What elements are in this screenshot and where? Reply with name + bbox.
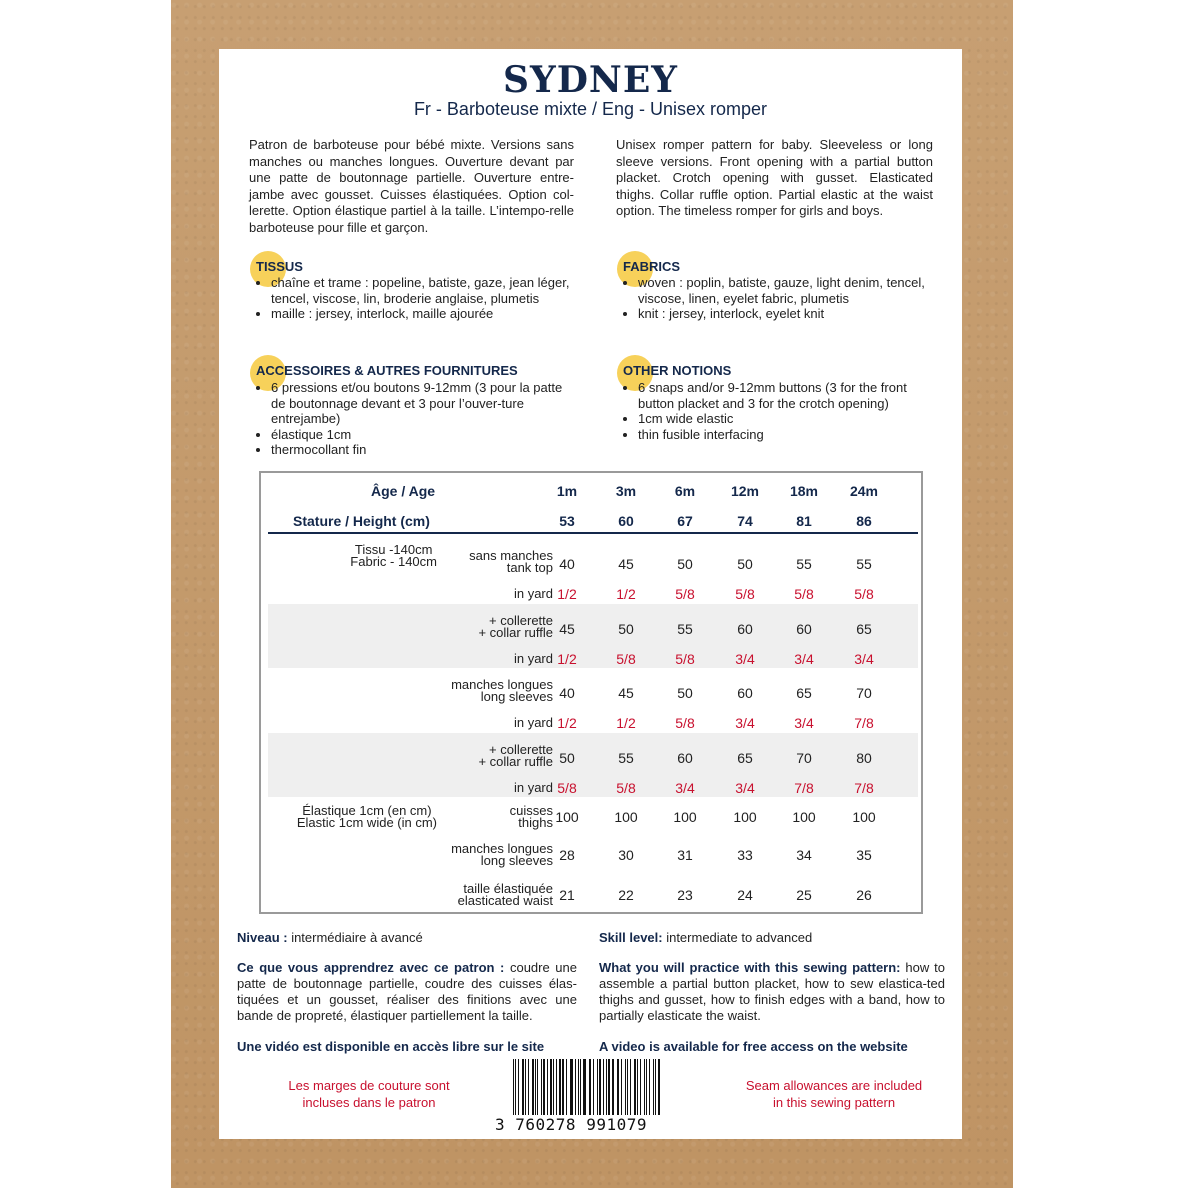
barcode-bar xyxy=(617,1059,618,1121)
barcode-bar xyxy=(522,1059,524,1121)
barcode-bar xyxy=(535,1059,536,1121)
level-en-label: Skill level: xyxy=(599,930,663,945)
list-item: • 6 snaps and/or 9-12mm buttons (3 for the front button placket and 3 for the crotch opening) xyxy=(638,380,938,411)
barcode-bar xyxy=(608,1059,610,1121)
cell-cm: 60 xyxy=(677,749,693,766)
barcode-bar xyxy=(593,1059,594,1121)
cell-cm: 70 xyxy=(856,685,872,701)
cell-cm: 55 xyxy=(618,749,634,766)
height-column-value: 74 xyxy=(737,513,753,529)
barcode-bar xyxy=(653,1059,654,1121)
barcode-bar xyxy=(640,1059,641,1121)
cell-cm: 45 xyxy=(559,620,575,637)
cell-yard: 5/8 xyxy=(854,586,874,602)
barcode-bar xyxy=(562,1059,564,1121)
cell-cm: 100 xyxy=(673,809,697,825)
cell-cm: 50 xyxy=(677,556,693,572)
barcode-bar xyxy=(541,1059,542,1121)
barcode-bar xyxy=(575,1059,576,1121)
cell-cm: 55 xyxy=(677,620,693,637)
barcode-bar xyxy=(612,1059,613,1121)
cell-yard: 5/8 xyxy=(616,779,636,796)
list-item: • woven : poplin, batiste, gauze, light denim, tencel, viscose, linen, eyelet fabric, plumetis xyxy=(638,275,938,306)
barcode-bar xyxy=(625,1059,626,1121)
cell-cm: 31 xyxy=(677,847,693,863)
notions-fr-section xyxy=(256,363,518,378)
list-item: • thermocollant fin xyxy=(271,442,571,458)
barcode-bar xyxy=(518,1059,519,1121)
barcode-bar xyxy=(658,1059,660,1121)
cell-yard: 3/4 xyxy=(854,650,874,667)
height-column-value: 60 xyxy=(618,513,634,529)
barcode-bar xyxy=(618,1059,619,1121)
barcode-bars-icon xyxy=(513,1059,663,1121)
barcode-bar xyxy=(599,1059,600,1121)
list-item: • knit : jersey, interlock, eyelet knit xyxy=(638,306,938,322)
age-column-header: 3m xyxy=(615,483,637,499)
cell-cm: 80 xyxy=(856,749,872,766)
barcode-bar xyxy=(556,1059,557,1121)
cell-cm: 70 xyxy=(796,749,812,766)
list-item: • 1cm wide elastic xyxy=(638,411,938,427)
cell-cm: 65 xyxy=(737,749,753,766)
cell-cm: 28 xyxy=(559,847,575,863)
cell-cm: 50 xyxy=(737,556,753,572)
barcode-bar xyxy=(603,1059,604,1121)
learn-en-value: how to assemble a partial button placket, how to sew elastica-ted thighs and gusset, how to finish edges with a band, how to partially elasticate the waist. xyxy=(599,960,945,1023)
seam-allowance-fr: Les marges de couture sont incluses dans le patron xyxy=(288,1078,450,1110)
barcode-bar xyxy=(655,1059,656,1121)
barcode-bar xyxy=(606,1059,607,1121)
barcode-bar xyxy=(590,1059,591,1121)
cell-yard: 3/4 xyxy=(675,779,695,796)
level-fr-value: intermédiaire à avancé xyxy=(287,930,423,945)
fabrics-en-heading: FABRICS xyxy=(623,259,681,274)
barcode-bar xyxy=(570,1059,571,1121)
row-label: manches longues long sleeves xyxy=(451,677,553,704)
barcode-bar xyxy=(578,1059,579,1121)
row-label: manches longues long sleeves xyxy=(451,841,553,868)
barcode-bar xyxy=(543,1059,545,1121)
cell-yard: 3/4 xyxy=(735,779,755,796)
barcode-bar xyxy=(637,1059,638,1121)
cell-yard: 3/4 xyxy=(794,650,814,667)
notions-fr-heading: ACCESSOIRES & AUTRES FOURNITURES xyxy=(256,363,518,378)
level-en-value: intermediate to advanced xyxy=(662,930,813,945)
list-item: • 6 pressions et/ou boutons 9-12mm (3 pour la patte de boutonnage devant et 3 pour l’ouver-ture entrejambe) xyxy=(271,380,571,427)
list-item: • élastique 1cm xyxy=(271,427,571,443)
barcode-bar xyxy=(583,1059,585,1121)
yard-label: in yard xyxy=(513,779,553,795)
barcode-bar xyxy=(646,1059,647,1121)
cell-cm: 100 xyxy=(852,809,876,825)
cell-yard: 3/4 xyxy=(794,715,814,731)
cell-cm: 35 xyxy=(856,847,872,863)
barcode-bar xyxy=(566,1059,567,1121)
barcode-bar xyxy=(550,1059,551,1121)
barcode-bar xyxy=(621,1059,622,1121)
cell-cm: 45 xyxy=(618,685,634,701)
cell-cm: 24 xyxy=(737,887,753,903)
cell-yard: 5/8 xyxy=(616,650,636,667)
cell-yard: 7/8 xyxy=(794,779,814,796)
barcode-bar xyxy=(537,1059,538,1121)
cell-cm: 55 xyxy=(796,556,812,572)
fabric-group-label: Tissu -140cm Fabric - 140cm xyxy=(350,542,437,569)
barcode-bar xyxy=(589,1059,590,1121)
learn-fr xyxy=(237,960,577,1024)
cell-cm: 100 xyxy=(614,809,638,825)
cell-cm: 65 xyxy=(796,685,812,701)
age-column-header: 24m xyxy=(849,483,879,499)
height-header: Stature / Height (cm) xyxy=(293,513,430,529)
barcode-bar xyxy=(532,1059,533,1121)
barcode-bar xyxy=(515,1059,516,1121)
video-fr: Une vidéo est disponible en accès libre sur le site xyxy=(237,1039,545,1054)
header-divider xyxy=(268,532,918,534)
age-column-header: 18m xyxy=(789,483,819,499)
cell-yard: 3/4 xyxy=(735,715,755,731)
barcode-bar xyxy=(630,1059,631,1121)
fabrics-fr-list xyxy=(249,275,571,322)
cell-cm: 100 xyxy=(792,809,816,825)
barcode-bar xyxy=(644,1059,645,1121)
video-en: A video is available for free access on the website xyxy=(599,1039,908,1054)
cell-yard: 5/8 xyxy=(557,779,577,796)
age-column-header: 6m xyxy=(674,483,696,499)
cell-yard: 1/2 xyxy=(557,586,577,602)
cell-yard: 5/8 xyxy=(675,586,695,602)
pattern-subtitle: Fr - Barboteuse mixte / Eng - Unisex romper xyxy=(413,99,768,119)
cell-yard: 3/4 xyxy=(735,650,755,667)
barcode-bar xyxy=(525,1059,526,1121)
row-label: + collerette + collar ruffle xyxy=(478,741,553,769)
barcode-bar xyxy=(559,1059,560,1121)
cell-cm: 100 xyxy=(733,809,757,825)
row-label: taille élastiquée elasticated waist xyxy=(457,881,553,908)
row-label: + collerette + collar ruffle xyxy=(478,612,553,640)
cell-cm: 25 xyxy=(796,887,812,903)
height-column-value: 81 xyxy=(796,513,812,529)
row-label: cuisses thighs xyxy=(509,803,553,830)
cell-cm: 60 xyxy=(737,620,753,637)
yard-label: in yard xyxy=(513,586,553,601)
intro-fr: Patron de barboteuse pour bébé mixte. Versions sans manches ou manches longues. Ouverture devant par une patte de boutonnage partielle. Ouverture entre-jambe avec gousset. Cuisses élastiquées. Option col-lerette. Option élastique partiel à la taille. L’intempo-relle barboteuse pour fille et garçon. xyxy=(249,137,574,235)
barcode-number: 3 760278 991079 xyxy=(495,1115,695,1134)
learn-en xyxy=(599,960,945,1024)
barcode-bar xyxy=(649,1059,650,1121)
cell-cm: 45 xyxy=(618,556,634,572)
cell-cm: 60 xyxy=(737,685,753,701)
elastic-group-label: Élastique 1cm (en cm) Elastic 1cm wide (in cm) xyxy=(296,803,437,830)
cell-yard: 1/2 xyxy=(616,586,636,602)
row-label: sans manches tank top xyxy=(469,548,553,575)
barcode-bar xyxy=(513,1059,514,1121)
cell-yard: 1/2 xyxy=(616,715,636,731)
list-item: • maille : jersey, interlock, maille ajourée xyxy=(271,306,571,322)
barcode-bar xyxy=(627,1059,628,1121)
cell-cm: 40 xyxy=(559,556,575,572)
cell-cm: 30 xyxy=(618,847,634,863)
yard-label: in yard xyxy=(513,715,553,730)
yard-label: in yard xyxy=(513,650,553,666)
cell-cm: 34 xyxy=(796,847,812,863)
fabrics-fr-section xyxy=(256,259,303,274)
cell-cm: 100 xyxy=(555,809,579,825)
cell-cm: 26 xyxy=(856,887,872,903)
seam-allowance-en: Seam allowances are included in this sewing pattern xyxy=(745,1078,923,1110)
level-fr-label: Niveau : xyxy=(237,930,288,945)
cell-cm: 21 xyxy=(559,887,575,903)
cell-cm: 55 xyxy=(856,556,872,572)
barcode xyxy=(493,1059,693,1139)
cell-cm: 23 xyxy=(677,887,693,903)
cell-yard: 7/8 xyxy=(854,715,874,731)
barcode-bar xyxy=(580,1059,581,1121)
height-column-value: 86 xyxy=(856,513,872,529)
intro-en: Unisex romper pattern for baby. Sleeveless or long sleeve versions. Front opening with a partial button placket. Crotch opening with gusset. Elasticated thighs. Collar ruffle option. Partial elastic at the waist option. The timeless romper for girls and boys. xyxy=(616,137,933,218)
barcode-bar xyxy=(597,1059,598,1121)
learn-en-label: What you will practice with this sewing pattern: xyxy=(599,960,901,975)
list-item: • thin fusible interfacing xyxy=(638,427,938,443)
notions-en-list xyxy=(616,380,938,442)
notions-fr-list xyxy=(249,380,571,458)
level-en xyxy=(599,930,945,946)
cell-yard: 5/8 xyxy=(675,650,695,667)
cell-cm: 50 xyxy=(677,685,693,701)
age-header: Âge / Age xyxy=(371,483,436,499)
barcode-bar xyxy=(528,1059,529,1121)
list-item: • chaîne et trame : popeline, batiste, gaze, jean léger, tencel, viscose, lin, broderie anglaise, plumetis xyxy=(271,275,571,306)
pattern-info-sheet xyxy=(219,49,962,1139)
fabrics-en-list xyxy=(616,275,938,322)
cell-cm: 50 xyxy=(618,620,634,637)
cell-yard: 7/8 xyxy=(854,779,874,796)
learn-fr-label: Ce que vous apprendrez avec ce patron : xyxy=(237,960,505,975)
fabrics-en-section xyxy=(623,259,680,274)
size-yardage-table xyxy=(259,471,923,914)
pattern-title: SYDNEY xyxy=(503,59,678,101)
cell-cm: 40 xyxy=(559,685,575,701)
barcode-bar xyxy=(571,1059,572,1121)
barcode-bar xyxy=(634,1059,636,1121)
notions-en-section xyxy=(623,363,731,378)
cell-yard: 1/2 xyxy=(557,650,577,667)
cell-yard: 5/8 xyxy=(735,586,755,602)
notions-en-heading: OTHER NOTIONS xyxy=(623,363,732,378)
height-column-value: 53 xyxy=(559,513,575,529)
age-column-header: 12m xyxy=(730,483,760,499)
cell-yard: 5/8 xyxy=(794,586,814,602)
cell-cm: 65 xyxy=(856,620,872,637)
cell-cm: 60 xyxy=(796,620,812,637)
cell-cm: 50 xyxy=(559,749,575,766)
fabrics-fr-heading: TISSUS xyxy=(256,259,303,274)
learn-fr-value: coudre une patte de boutonnage partielle, coudre des cuisses élas-tiquées et un gousset, réaliser des finitions avec une bande de propreté, élastiquer partiellement la taille. xyxy=(237,960,577,1023)
barcode-bar xyxy=(553,1059,554,1121)
level-fr xyxy=(237,930,577,946)
height-column-value: 67 xyxy=(677,513,693,529)
cell-cm: 33 xyxy=(737,847,753,863)
cell-cm: 22 xyxy=(618,887,634,903)
age-column-header: 1m xyxy=(556,483,578,499)
barcode-bar xyxy=(547,1059,548,1121)
cell-yard: 1/2 xyxy=(557,715,577,731)
cell-yard: 5/8 xyxy=(675,715,695,731)
